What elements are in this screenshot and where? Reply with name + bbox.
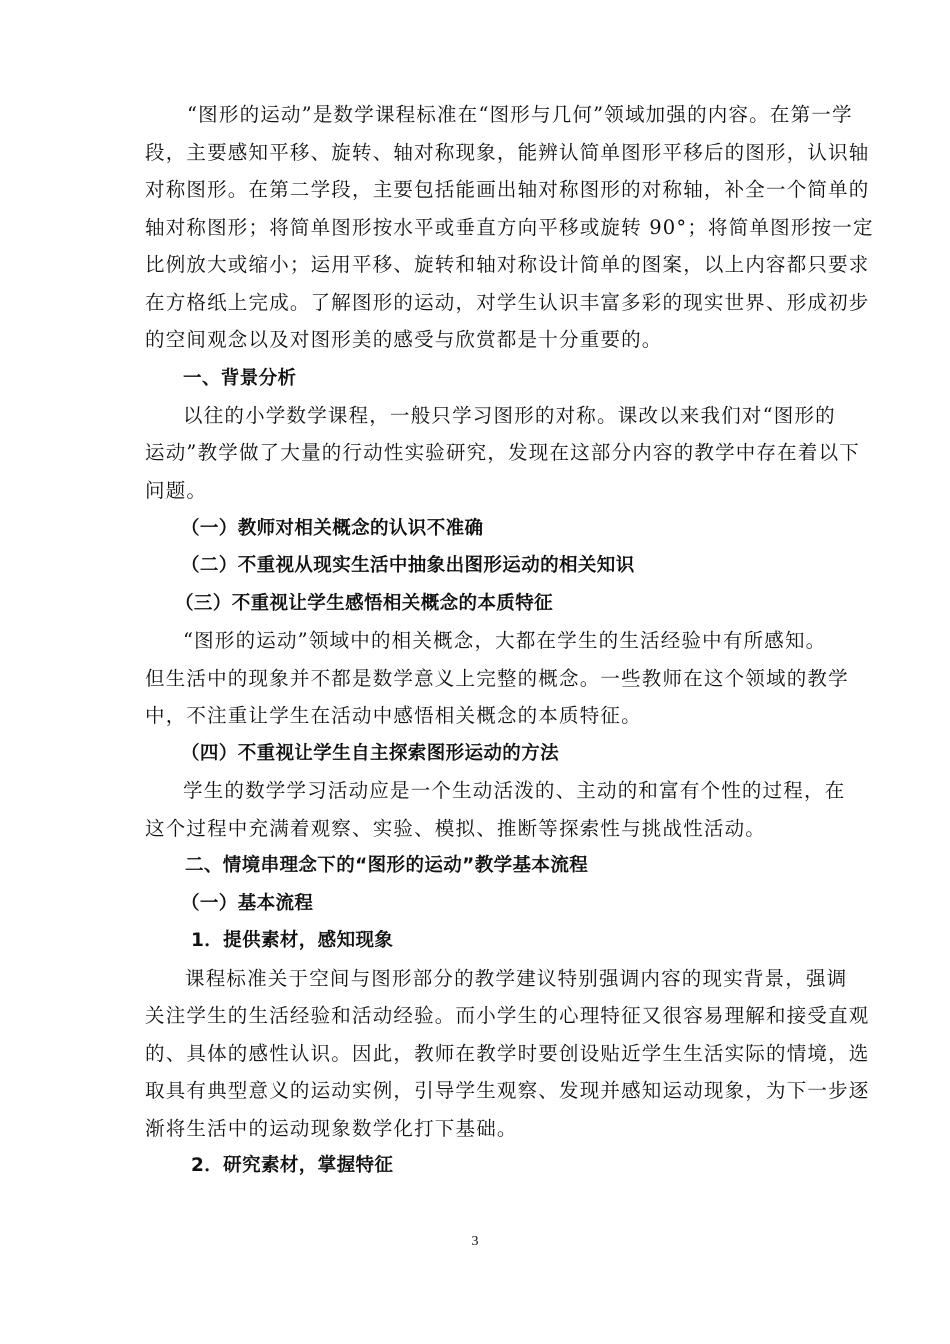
paragraph-line: 运动”教学做了大量的行动性实验研究，发现在这部分内容的教学中存在着以下 [145, 441, 860, 464]
section-heading: （一）基本流程 [181, 893, 314, 914]
section-heading: （一）教师对相关概念的认识不准确 [181, 518, 484, 539]
section-heading: 2．研究素材，掌握特征 [191, 1155, 394, 1176]
section-heading: （四）不重视让学生自主探索图形运动的方法 [181, 743, 560, 764]
paragraph-line: 的空间观念以及对图形美的感受与欣赏都是十分重要的。 [145, 328, 663, 351]
paragraph-line: 比例放大或缩小；运用平移、旋转和轴对称设计简单的图案，以上内容都只要求 [145, 253, 870, 276]
paragraph-line: 中，不注重让学生在活动中感悟相关概念的本质特征。 [145, 704, 642, 727]
section-heading: 二、情境串理念下的“图形的运动”教学基本流程 [185, 855, 589, 876]
paragraph-line: “图形的运动”领域中的相关概念，大都在学生的生活经验中有所感知。 [183, 629, 827, 652]
paragraph-line: “图形的运动”是数学课程标准在“图形与几何”领域加强的内容。在第一学 [187, 103, 853, 126]
paragraph-line: 以往的小学数学课程，一般只学习图形的对称。课改以来我们对“图形的 [183, 404, 836, 427]
paragraph-line: 问题。 [145, 479, 208, 502]
paragraph-line: 渐将生活中的运动现象数学化打下基础。 [145, 1117, 518, 1140]
paragraph-line: 在方格纸上完成。了解图形的运动，对学生认识丰富多彩的现实世界、形成初步 [145, 291, 870, 314]
page-number: 3 [471, 1234, 479, 1249]
paragraph-line: 的、具体的感性认识。因此，教师在教学时要创设贴近学生生活实际的情境，选 [145, 1042, 870, 1065]
paragraph-line: 但生活中的现象并不都是数学意义上完整的概念。一些教师在这个领域的教学 [145, 667, 849, 690]
paragraph-line: 轴对称图形；将简单图形按水平或垂直方向平移或旋转 90°；将简单图形按一定 [145, 216, 874, 239]
section-heading: 1．提供素材，感知现象 [191, 930, 394, 951]
paragraph-line: 段，主要感知平移、旋转、轴对称现象，能辨认简单图形平移后的图形，认识轴 [145, 141, 870, 164]
paragraph-line: 课程标准关于空间与图形部分的教学建议特别强调内容的现实背景，强调 [185, 967, 848, 990]
paragraph-line: 这个过程中充满着观察、实验、模拟、推断等探索性与挑战性活动。 [145, 817, 767, 840]
paragraph-line: 关注学生的生活经验和活动经验。而小学生的心理特征又很容易理解和接受直观 [145, 1004, 870, 1027]
paragraph-line: 学生的数学学习活动应是一个生动活泼的、主动的和富有个性的过程，在 [183, 779, 846, 802]
paragraph-line: 对称图形。在第二学段，主要包括能画出轴对称图形的对称轴，补全一个简单的 [145, 178, 870, 201]
section-heading: （三）不重视让学生感悟相关概念的本质特征 [175, 593, 554, 614]
paragraph-line: 取具有典型意义的运动实例，引导学生观察、发现并感知运动现象，为下一步逐 [145, 1079, 870, 1102]
section-heading: 一、背景分析 [183, 368, 297, 389]
section-heading: （二）不重视从现实生活中抽象出图形运动的相关知识 [181, 555, 635, 576]
